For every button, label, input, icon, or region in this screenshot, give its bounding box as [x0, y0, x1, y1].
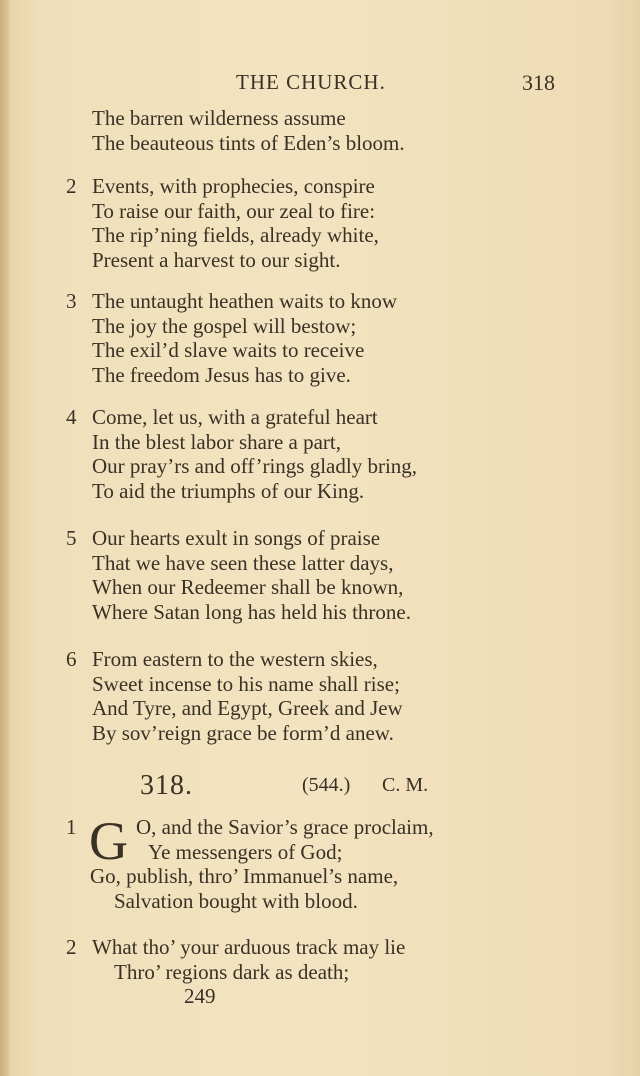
verse-2-hymn-318	[0, 935, 640, 984]
running-head	[0, 70, 640, 100]
verse-line: Thro’ regions dark as death;	[114, 959, 350, 984]
verse-line: Present a harvest to our sight.	[92, 247, 341, 272]
hymn-reference: (544.)	[302, 774, 351, 796]
hymn-number: 318.	[140, 770, 193, 801]
verse-line: 6 From eastern to the western skies,	[66, 647, 378, 671]
verse-line: 1 O, and the Savior’s grace proclaim,	[66, 815, 434, 839]
verse-line: To aid the triumphs of our King.	[92, 478, 365, 503]
hymn-heading	[0, 770, 640, 804]
verse-line: By sov’reign grace be form’d anew.	[92, 720, 394, 745]
verse-number: 3	[66, 289, 77, 313]
verse-1	[0, 811, 640, 913]
verse-line: Go, publish, thro’ Immanuel’s name,	[90, 864, 399, 888]
verse-line: The exil’d slave waits to receive	[92, 338, 365, 362]
verse-line: The freedom Jesus has to give.	[92, 362, 351, 387]
drop-cap: G	[89, 811, 128, 871]
verse-line: 4 Come, let us, with a grateful heart	[66, 405, 378, 429]
verse-line: The joy the gospel will bestow;	[92, 313, 357, 338]
verse-5	[0, 526, 640, 624]
section-title: THE CHURCH.	[236, 70, 386, 94]
verse-line: 3 The untaught heathen waits to know	[66, 289, 398, 313]
hymn-page-number: 318	[522, 70, 555, 95]
verse-number: 1	[66, 815, 77, 839]
verse-continued	[0, 106, 640, 155]
verse-line: Salvation bought with blood.	[114, 888, 358, 913]
verse-line: Where Satan long has held his throne.	[92, 599, 411, 624]
verse-line: When our Redeemer shall be known,	[92, 575, 404, 599]
verse-number: 6	[66, 647, 77, 671]
verse-line: In the blest labor share a part,	[92, 429, 341, 454]
verse-line: To raise our faith, our zeal to fire:	[92, 198, 376, 223]
hymn-meter: C. M.	[382, 774, 429, 796]
verse-line: And Tyre, and Egypt, Greek and Jew	[92, 696, 403, 720]
verse-line: That we have seen these latter days,	[92, 550, 394, 575]
verse-line: Ye messengers of God;	[148, 839, 343, 864]
verse-6	[0, 647, 640, 745]
verse-number: 2	[66, 935, 77, 959]
verse-line: 5 Our hearts exult in songs of praise	[66, 526, 381, 550]
verse-line: The beauteous tints of Eden’s bloom.	[92, 130, 405, 155]
verse-number: 4	[66, 405, 77, 429]
verse-line: Our pray’rs and off’rings gladly bring,	[92, 454, 418, 478]
verse-4	[0, 405, 640, 503]
folio-number: 249	[184, 984, 216, 1008]
verse-3	[0, 289, 640, 387]
verse-line: 2 What tho’ your arduous track may lie	[66, 935, 406, 959]
verse-line: 2 Events, with prophecies, conspire	[66, 174, 375, 198]
verse-line: The barren wilderness assume	[92, 106, 346, 130]
verse-line: Sweet incense to his name shall rise;	[92, 671, 400, 696]
verse-2	[0, 174, 640, 272]
verse-line: The rip’ning fields, already white,	[92, 223, 379, 247]
verse-number: 2	[66, 174, 77, 198]
verse-number: 5	[66, 526, 77, 550]
